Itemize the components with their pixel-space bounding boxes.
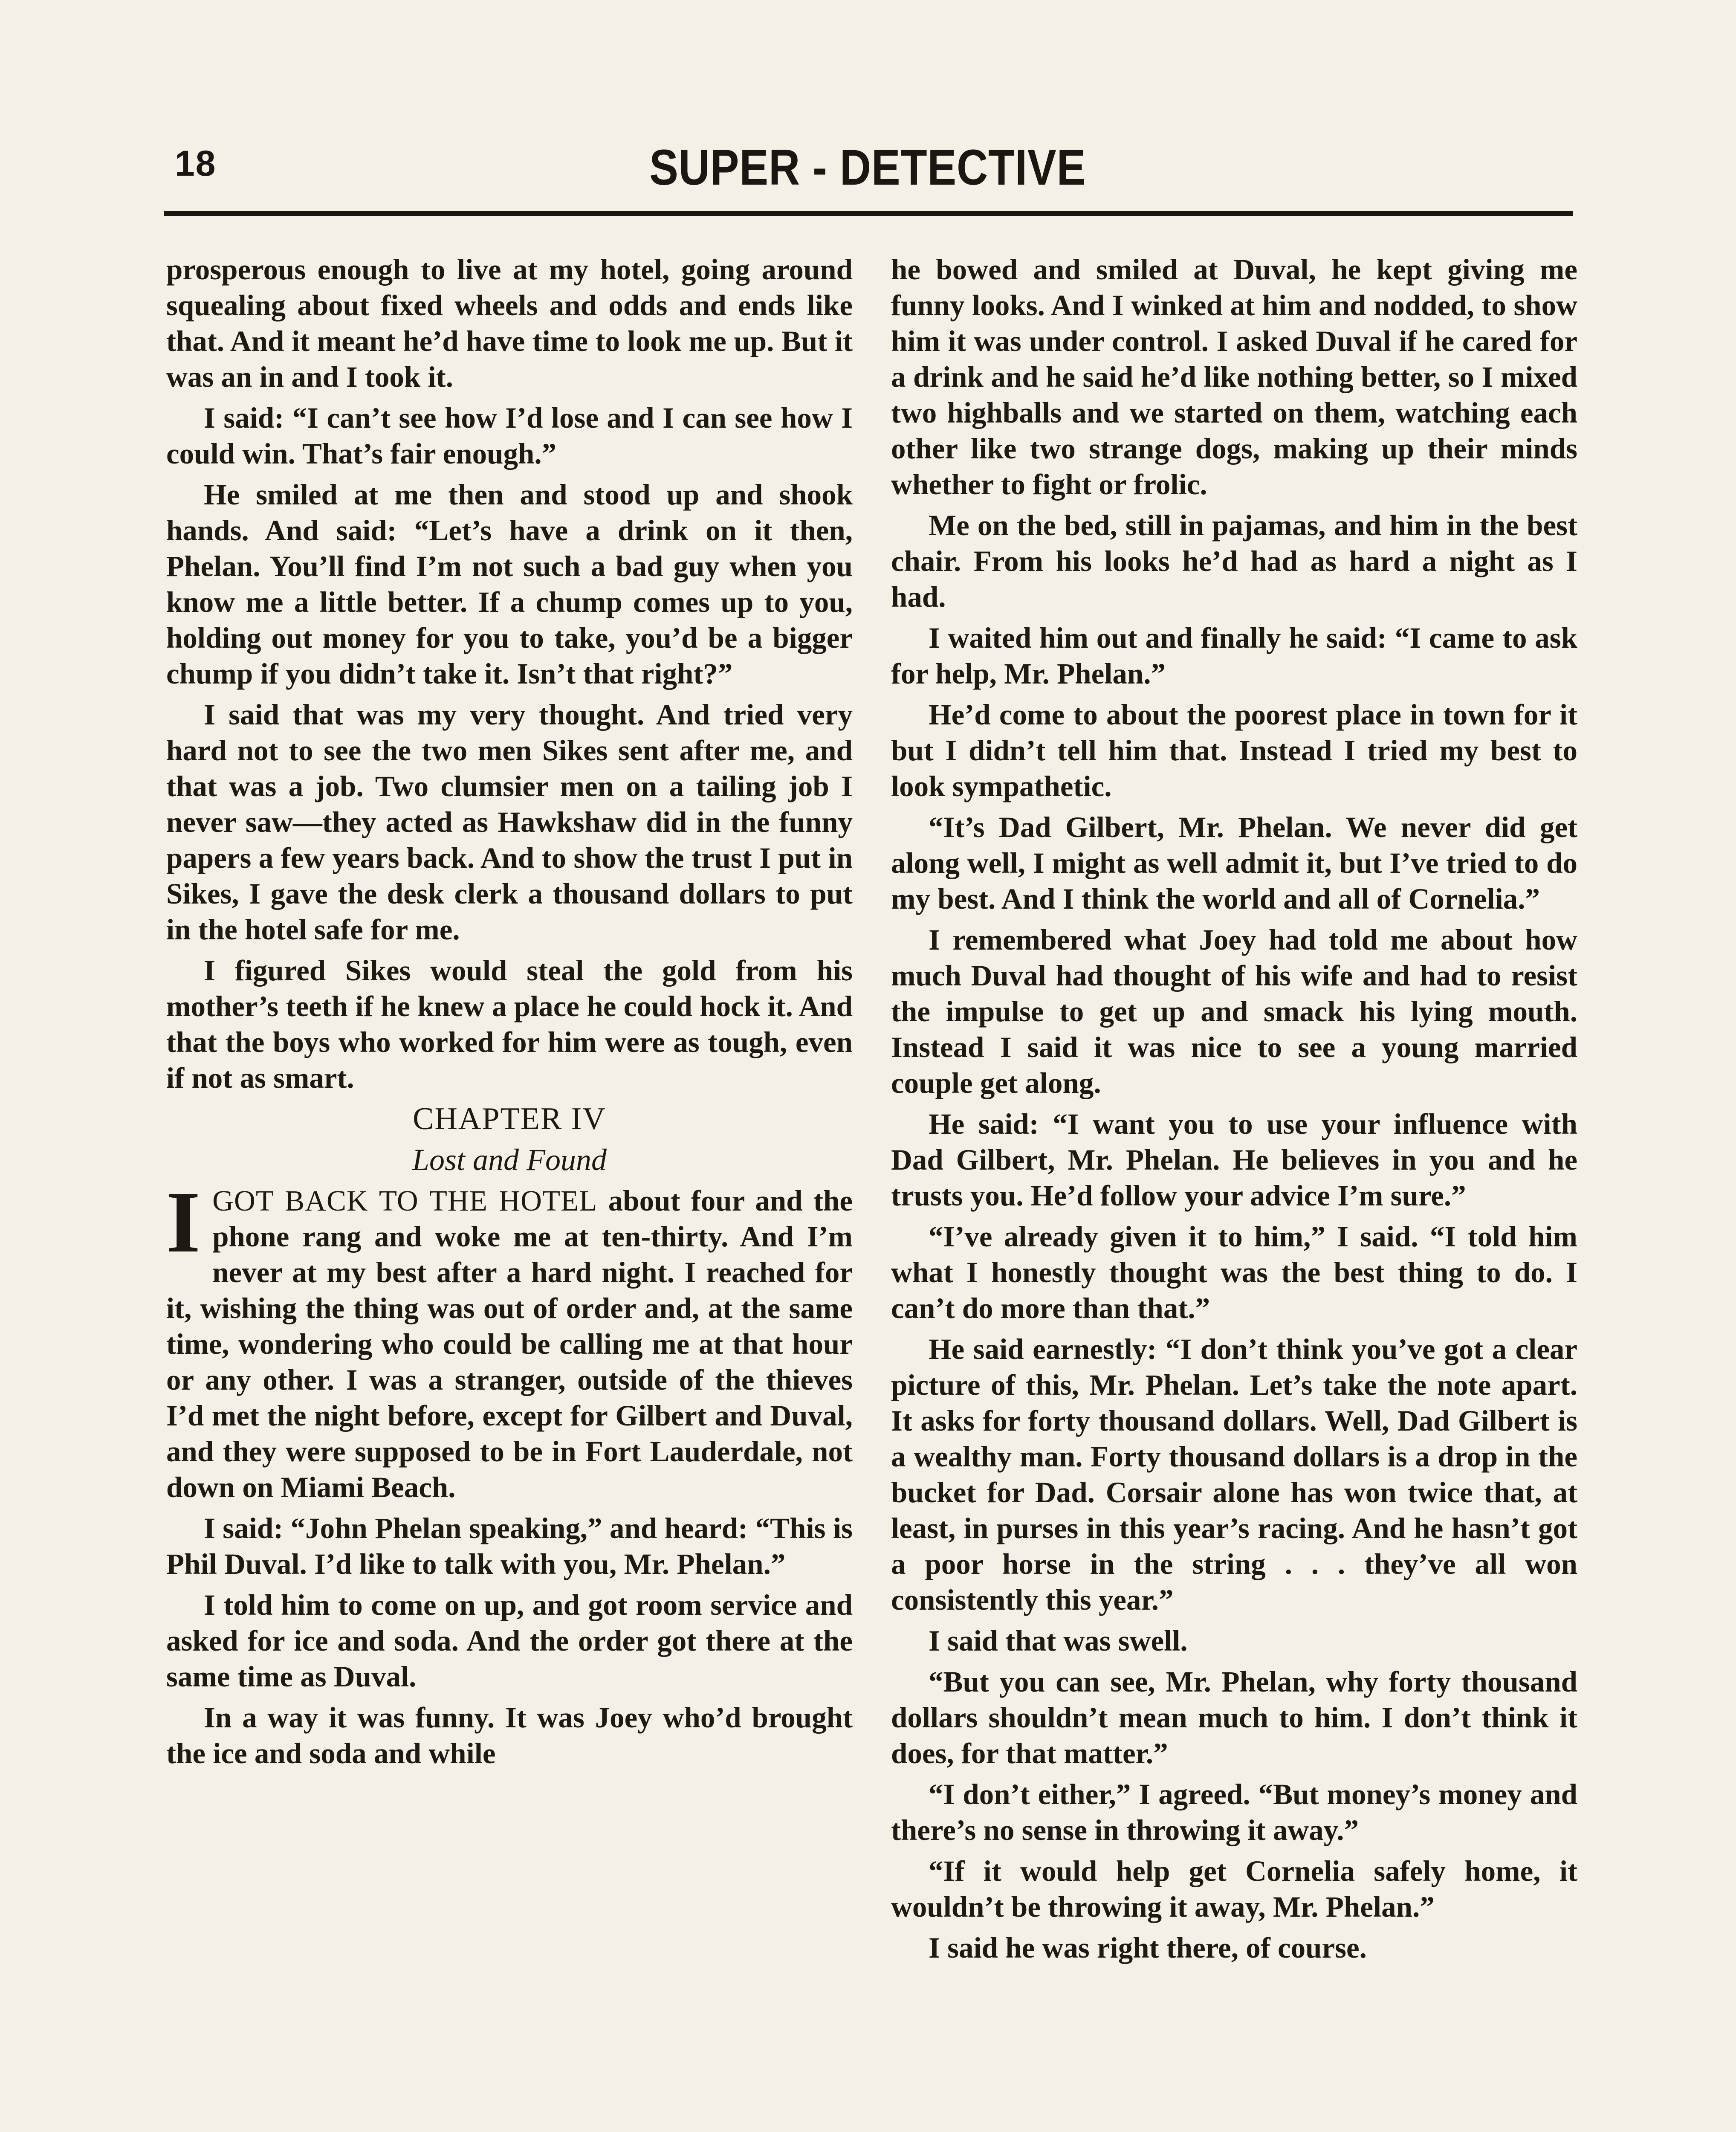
paragraph: He said: “I want you to use your influence with Dad Gilbert, Mr. Phelan. He believes in you and he trusts you. He’d follow your advice I’m sure.”: [891, 1108, 1577, 1212]
paragraph: prosperous enough to live at my hotel, going around squealing about fixed wheels and odds and ends like that. And it meant he’d have time to look me up. But it was an in and I took it.: [166, 253, 853, 393]
drop-cap: I: [166, 1173, 201, 1271]
paragraph: “I don’t either,” I agreed. “But money’s money and there’s no sense in throwing it away.”: [891, 1778, 1577, 1846]
paragraph: he bowed and smiled at Duval, he kept giving me funny looks. And I winked at him and nodded, to show him it was under control. I asked Duval if he cared for a drink and he said he’d like nothing better, so I mixed two highballs and we started on them, watching each other like two strange dogs, making up their minds whether to fight or frolic.: [891, 253, 1577, 501]
header-rule: [164, 211, 1573, 216]
paragraph: I said that was swell.: [929, 1625, 1188, 1657]
paragraph: In a way it was funny. It was Joey who’d brought the ice and soda and while: [166, 1701, 853, 1770]
magazine-title: SUPER - DETECTIVE: [649, 139, 1086, 196]
chapter-opening-paragraph: [166, 1173, 853, 1505]
paragraph: He smiled at me then and stood up and shook hands. And said: “Let’s have a drink on it then, Phelan. You’ll find I’m not such a bad guy when you know me a little better. If a chump comes up to you, holding out money for you to take, you’d be a bigger chump if you didn’t take it. Isn’t that right?”: [166, 478, 853, 690]
paragraph: I said that was my very thought. And tried very hard not to see the two men Sikes sent after me, and that was a job. Two clumsier men on a tailing job I never saw—they acted as Hawkshaw did in the funny papers a few years back. And to show the trust I put in Sikes, I gave the desk clerk a thousand dollars to put in the hotel safe for me.: [166, 698, 853, 946]
paragraph: I said he was right there, of course.: [929, 1932, 1367, 1964]
paragraph: He’d come to about the poorest place in town for it but I didn’t tell him that. Instead I tried my best to look sympathetic.: [891, 698, 1577, 802]
right-column: [891, 252, 1577, 1971]
paragraph: “It’s Dad Gilbert, Mr. Phelan. We never did get along well, I might as well admit it, but I’ve tried to do my best. And I think the world and all of Cornelia.”: [891, 811, 1577, 915]
chapter-title: CHAPTER IV: [413, 1101, 606, 1136]
paragraph: I told him to come on up, and got room service and asked for ice and soda. And the order got there at the same time as Duval.: [166, 1589, 853, 1693]
paragraph: I said: “I can’t see how I’d lose and I can see how I could win. That’s fair enough.”: [166, 402, 853, 470]
paragraph: Me on the bed, still in pajamas, and him in the best chair. From his looks he’d had as hard a night as I had.: [891, 509, 1577, 613]
paragraph: “I’ve already given it to him,” I said. “I told him what I honestly thought was the best thing to do. I can’t do more than that.”: [891, 1220, 1577, 1324]
paragraph: I remembered what Joey had told me about how much Duval had thought of his wife and had to resist the impulse to get up and smack his lying mouth. Instead I said it was nice to see a young married couple get along.: [891, 924, 1577, 1099]
chapter-subtitle: Lost and Found: [412, 1143, 607, 1177]
paragraph: “If it would help get Cornelia safely home, it wouldn’t be throwing it away, Mr. Phelan.”: [891, 1855, 1577, 1923]
chapter-opening-text: about four and the phone rang and woke me at ten-thirty. And I’m never at my best after a hard night. I reached for it, wishing the thing was out of order and, at the same time, wondering who could be calling me at that hour or any other. I was a stranger, outside of the thieves I’d met the night before, except for Gilbert and Duval, and they were supposed to be in Fort Lauderdale, not down on Miami Beach.: [166, 1185, 853, 1503]
paragraph: I figured Sikes would steal the gold from his mother’s teeth if he knew a place he could hock it. And that the boys who worked for him were as tough, even if not as smart.: [166, 954, 853, 1094]
paragraph: He said earnestly: “I don’t think you’ve got a clear picture of this, Mr. Phelan. Let’s take the note apart. It asks for forty thousand dollars. Well, Dad Gilbert is a wealthy man. Forty thousand dollars is a drop in the bucket for Dad. Corsair alone has won twice that, at least, in purses in this year’s racing. And he hasn’t got a poor horse in the string . . . they’ve all won consistently this year.”: [891, 1333, 1577, 1616]
chapter-lead-caps: GOT BACK TO THE HOTEL: [212, 1185, 598, 1217]
page-number: 18: [175, 143, 217, 183]
paragraph: I said: “John Phelan speaking,” and heard: “This is Phil Duval. I’d like to talk with you, Mr. Phelan.”: [166, 1512, 853, 1580]
paragraph: “But you can see, Mr. Phelan, why forty thousand dollars shouldn’t mean much to him. I don’t think it does, for that matter.”: [891, 1666, 1577, 1770]
paragraph: I waited him out and finally he said: “I came to ask for help, Mr. Phelan.”: [891, 622, 1577, 690]
left-column: [166, 252, 853, 1776]
